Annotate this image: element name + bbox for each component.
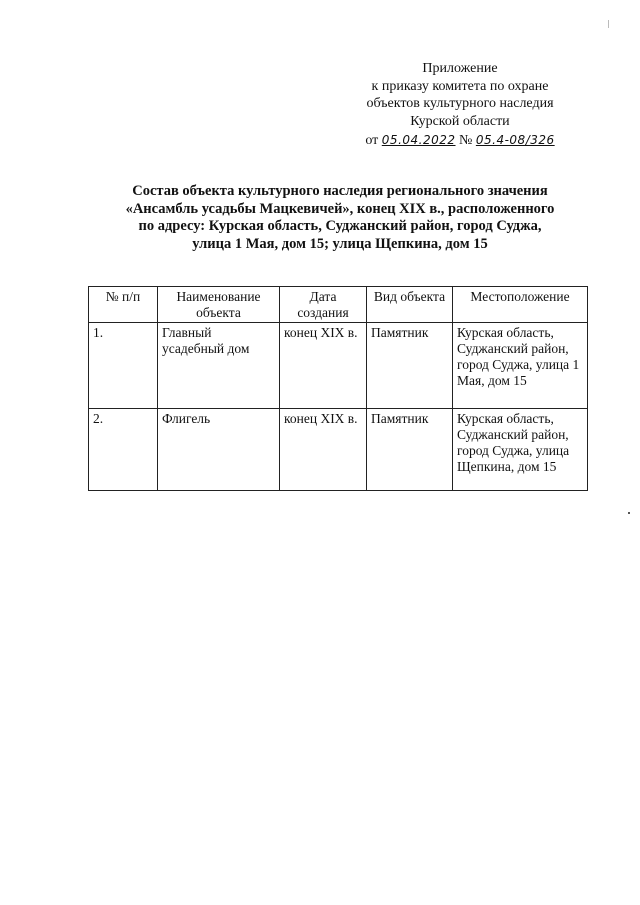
table-header-row	[89, 287, 588, 323]
scan-speck	[628, 512, 630, 514]
title-line-3: по адресу: Курская область, Суджанский район, город Суджа,	[138, 218, 542, 234]
cell-number: 2.	[89, 409, 158, 491]
cell-date: конец XIX в.	[280, 323, 367, 409]
appendix-header	[340, 60, 580, 150]
order-number: 05.4-08/326	[475, 133, 555, 147]
header-type: Вид объекта	[367, 287, 453, 323]
order-date-number	[340, 132, 580, 150]
title-line-2: «Ансамбль усадьбы Мацкевичей», конец XIX в., расположенного	[125, 200, 555, 217]
cell-type: Памятник	[367, 323, 453, 409]
order-from-label: от	[365, 133, 379, 148]
header-date: Дата создания	[280, 287, 367, 323]
title-line-1: Состав объекта культурного наследия регионального значения	[132, 183, 548, 199]
cell-number: 1.	[89, 323, 158, 409]
header-name: Наименование объекта	[158, 287, 280, 323]
cell-type: Памятник	[367, 409, 453, 491]
cell-name: Главный усадебный дом	[158, 323, 280, 409]
title-line-4: улица 1 Мая, дом 15; улица Щепкина, дом 15	[192, 235, 488, 252]
order-date: 05.04.2022	[381, 133, 456, 147]
order-number-label: №	[459, 133, 473, 148]
objects-table	[88, 286, 588, 491]
appendix-order-ref: к приказу комитета по охране	[371, 78, 549, 94]
appendix-region: Курской области	[410, 113, 510, 129]
cell-location: Курская область, Суджанский район, город Суджа, улица Щепкина, дом 15	[453, 409, 588, 491]
header-location: Местоположение	[453, 287, 588, 323]
table-row	[89, 323, 588, 409]
appendix-label: Приложение	[422, 61, 498, 76]
scan-speck	[608, 20, 609, 28]
cell-name: Флигель	[158, 409, 280, 491]
header-number: № п/п	[89, 287, 158, 323]
cell-location: Курская область, Суджанский район, город Суджа, улица 1 Мая, дом 15	[453, 323, 588, 409]
appendix-committee: объектов культурного наследия	[366, 96, 554, 111]
table-row	[89, 409, 588, 491]
cell-date: конец XIX в.	[280, 409, 367, 491]
document-title	[90, 183, 590, 253]
